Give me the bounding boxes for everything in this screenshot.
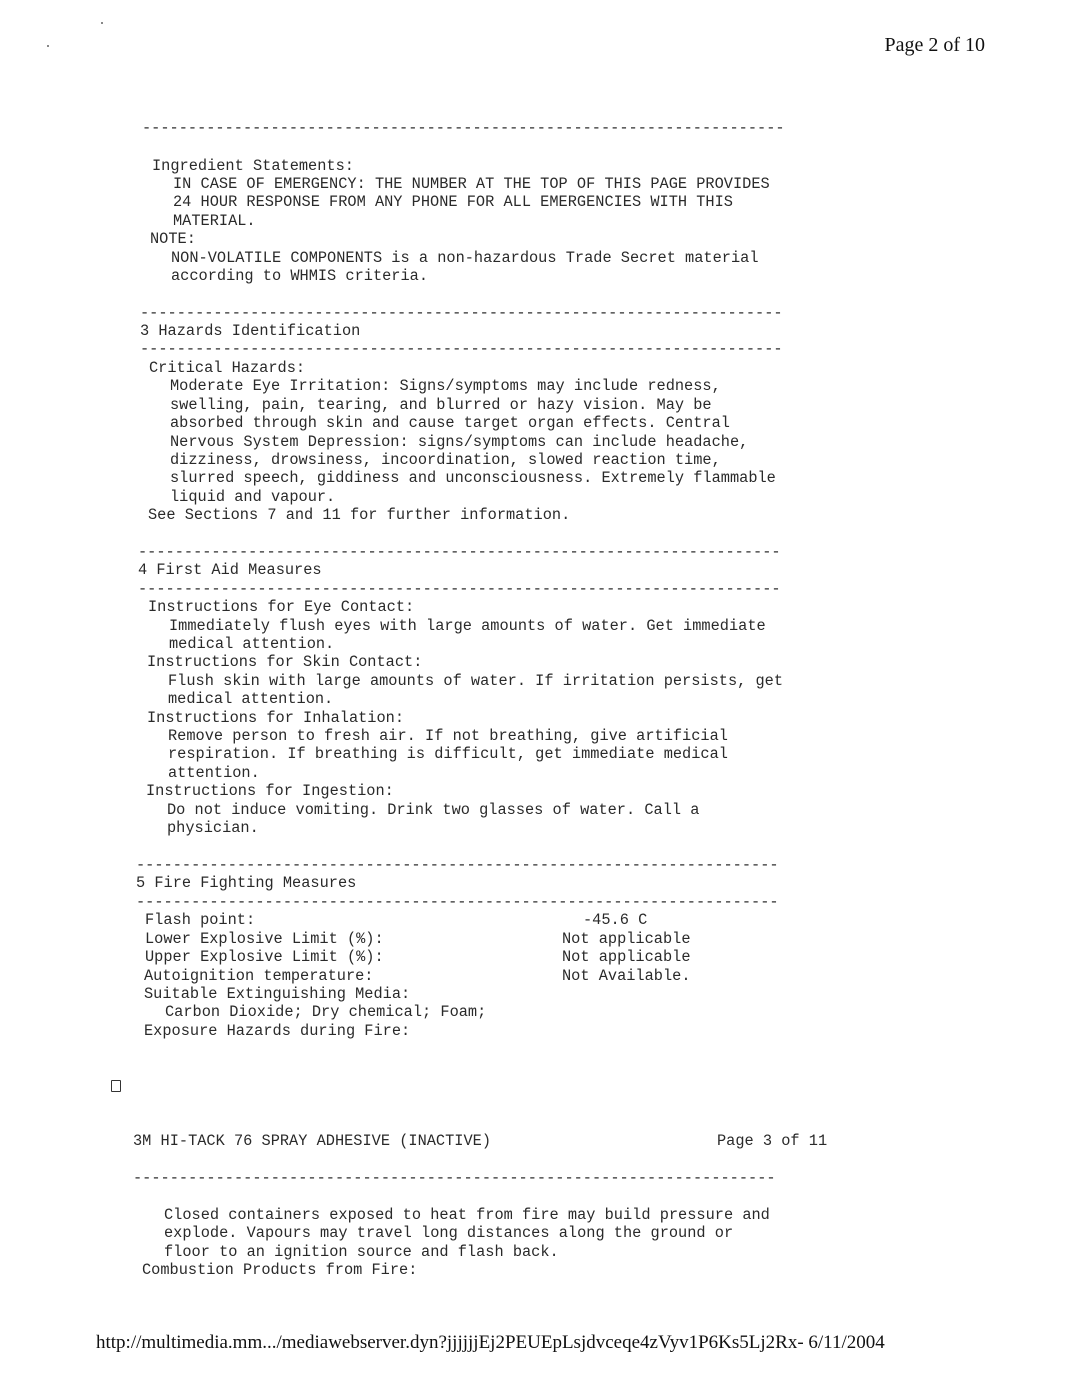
hazard-text: liquid and vapour. <box>170 488 336 506</box>
hazard-text: absorbed through skin and cause target organ effects. Central <box>170 414 730 432</box>
scan-speck <box>47 45 49 47</box>
divider-rule: ---------------------------------------------------------------------- <box>140 340 783 358</box>
first-aid-text: respiration. If breathing is difficult, get immediate medical <box>168 745 728 763</box>
divider-rule: ---------------------------------------------------------------------- <box>136 856 779 874</box>
note-text: according to WHMIS criteria. <box>171 267 429 285</box>
flash-point-label: Flash point: <box>145 911 256 929</box>
first-aid-text: Remove person to fresh air. If not breathing, give artificial <box>168 727 728 745</box>
hazard-text: dizziness, drowsiness, incoordination, slowed reaction time, <box>170 451 721 469</box>
first-aid-text: medical attention. <box>168 690 334 708</box>
fire-hazard-text: Closed containers exposed to heat from fire may build pressure and <box>164 1206 770 1224</box>
autoignition-value: Not Available. <box>562 967 691 985</box>
lel-value: Not applicable <box>562 930 691 948</box>
first-aid-text: Do not induce vomiting. Drink two glasses of water. Call a <box>167 801 700 819</box>
ingredient-text: 24 HOUR RESPONSE FROM ANY PHONE FOR ALL EMERGENCIES WITH THIS <box>173 193 733 211</box>
critical-hazards-heading: Critical Hazards: <box>149 359 306 377</box>
footer-date: 6/11/2004 <box>808 1332 885 1353</box>
product-name: 3M HI-TACK 76 SPRAY ADHESIVE (INACTIVE) <box>133 1132 492 1150</box>
note-text: NON-VOLATILE COMPONENTS is a non-hazardous Trade Secret material <box>171 249 759 267</box>
section-title-fire-fighting: 5 Fire Fighting Measures <box>136 874 357 892</box>
eye-contact-heading: Instructions for Eye Contact: <box>148 598 415 616</box>
divider-rule: ---------------------------------------------------------------------- <box>133 1169 776 1187</box>
first-aid-text: physician. <box>167 819 259 837</box>
combustion-products-label: Combustion Products from Fire: <box>142 1261 418 1279</box>
divider-rule: ---------------------------------------------------------------------- <box>140 304 783 322</box>
hazard-text: slurred speech, giddiness and unconsciousness. Extremely flammable <box>170 469 776 487</box>
divider-rule: ---------------------------------------------------------------------- <box>138 543 781 561</box>
uel-label: Upper Explosive Limit (%): <box>145 948 384 966</box>
autoignition-label: Autoignition temperature: <box>144 967 374 985</box>
inhalation-heading: Instructions for Inhalation: <box>147 709 405 727</box>
exposure-hazards-label: Exposure Hazards during Fire: <box>144 1022 411 1040</box>
first-aid-text: medical attention. <box>169 635 335 653</box>
uel-value: Not applicable <box>562 948 691 966</box>
checkbox-icon <box>111 1080 121 1092</box>
first-aid-text: Flush skin with large amounts of water. If irritation persists, get <box>168 672 784 690</box>
note-label: NOTE: <box>150 230 196 248</box>
hazard-text: Nervous System Depression: signs/symptoms can include headache, <box>170 433 749 451</box>
hazard-text: Moderate Eye Irritation: Signs/symptoms may include redness, <box>170 377 721 395</box>
footer-url[interactable]: http://multimedia.mm.../mediawebserver.dyn?jjjjjjEj2PEUEpLsjdvceqe4zVyv1P6Ks5Lj2Rx- <box>96 1332 804 1353</box>
divider-rule: ---------------------------------------------------------------------- <box>138 580 781 598</box>
first-aid-text: Immediately flush eyes with large amounts of water. Get immediate <box>169 617 766 635</box>
ingestion-heading: Instructions for Ingestion: <box>146 782 394 800</box>
ingredient-text: IN CASE OF EMERGENCY: THE NUMBER AT THE TOP OF THIS PAGE PROVIDES <box>173 175 770 193</box>
section-title-hazards: 3 Hazards Identification <box>140 322 361 340</box>
flash-point-value: -45.6 C <box>583 911 648 929</box>
footer <box>96 1332 885 1354</box>
page-number: Page 2 of 10 <box>884 34 985 56</box>
scan-speck <box>101 22 103 24</box>
ingredient-heading: Ingredient Statements: <box>152 157 354 175</box>
section-title-first-aid: 4 First Aid Measures <box>138 561 322 579</box>
skin-contact-heading: Instructions for Skin Contact: <box>147 653 423 671</box>
divider-rule: ---------------------------------------------------------------------- <box>142 119 785 137</box>
next-page-number: Page 3 of 11 <box>717 1132 828 1150</box>
hazard-text: swelling, pain, tearing, and blurred or hazy vision. May be <box>170 396 712 414</box>
divider-rule: ---------------------------------------------------------------------- <box>136 893 779 911</box>
lel-label: Lower Explosive Limit (%): <box>145 930 384 948</box>
first-aid-text: attention. <box>168 764 260 782</box>
fire-hazard-text: floor to an ignition source and flash back. <box>164 1243 559 1261</box>
see-sections-text: See Sections 7 and 11 for further information. <box>148 506 571 524</box>
extinguishing-media-value: Carbon Dioxide; Dry chemical; Foam; <box>165 1003 487 1021</box>
fire-hazard-text: explode. Vapours may travel long distances along the ground or <box>164 1224 734 1242</box>
extinguishing-media-label: Suitable Extinguishing Media: <box>144 985 411 1003</box>
ingredient-text: MATERIAL. <box>173 212 256 230</box>
